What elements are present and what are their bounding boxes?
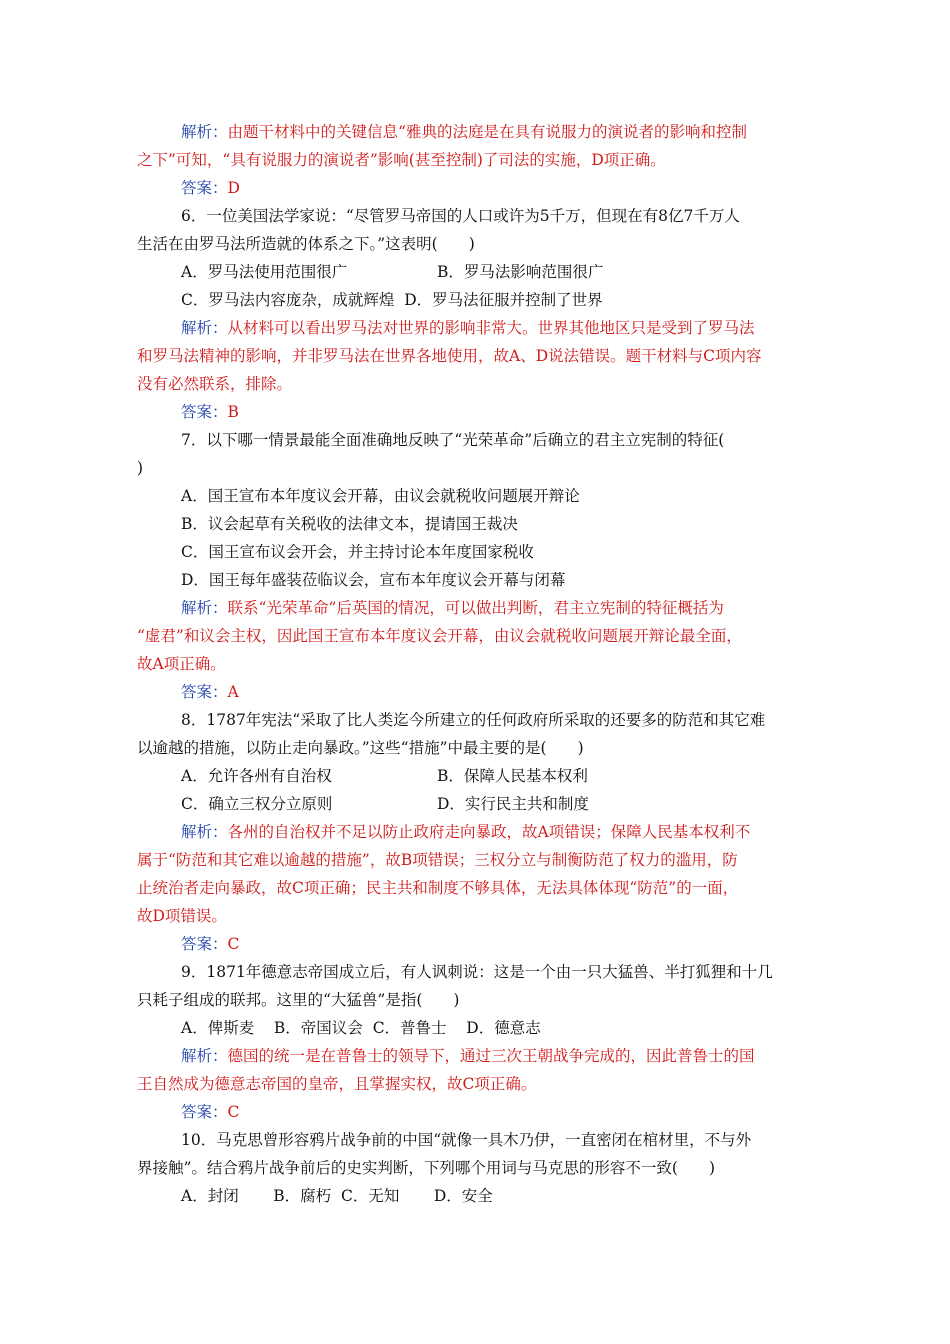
analysis-line (137, 902, 817, 930)
analysis-text: 王自然成为德意志帝国的皇帝，且掌握实权，故C项正确。 (137, 1075, 537, 1093)
analysis-label: 解析： (181, 599, 228, 617)
analysis-text: 之下”可知，“具有说服力的演说者”影响(甚至控制)了司法的实施，D项正确。 (137, 151, 666, 169)
document-page (137, 118, 817, 1210)
question-stem: 6．一位美国法学家说：“尽管罗马帝国的人口或许为5千万，但现在有8亿7千万人 (181, 207, 740, 225)
analysis-line (137, 342, 817, 370)
option-b: B．议会起草有关税收的法律文本，提请国王裁决 (181, 515, 518, 533)
analysis-label: 解析： (181, 319, 228, 337)
option-c: C．无知 (340, 1187, 400, 1205)
option-d: D．国王每年盛装莅临议会，宣布本年度议会开幕与闭幕 (181, 571, 566, 589)
analysis-line (137, 118, 817, 146)
question-stem: 7．以下哪一情景最能全面准确地反映了“光荣革命”后确立的君主立宪制的特征( (181, 431, 725, 449)
question-stem: 界接触”。结合鸦片战争前后的史实判断，下列哪个用词与马克思的形容不一致( ) (137, 1159, 716, 1177)
analysis-text: 属于“防范和其它难以逾越的措施”，故B项错误；三权分立与制衡防范了权力的滥用，防 (137, 851, 738, 869)
answer-line (137, 174, 817, 202)
option-b: B．腐朽 (273, 1187, 332, 1205)
question-stem: 10．马克思曾形容鸦片战争前的中国“就像一具木乃伊，一直密闭在棺材里，不与外 (181, 1131, 752, 1149)
analysis-text: 德国的统一是在普鲁士的领导下，通过三次王朝战争完成的，因此普鲁士的国 (227, 1047, 755, 1065)
analysis-text: 联系“光荣革命”后英国的情况，可以做出判断，君主立宪制的特征概括为 (227, 599, 724, 617)
option-d: D．安全 (433, 1187, 493, 1205)
option-a: A．允许各州有自治权 (181, 767, 332, 785)
answer-line (137, 930, 817, 958)
analysis-label: 解析： (181, 123, 228, 141)
option-row (137, 762, 817, 790)
option-row (137, 1014, 817, 1042)
analysis-line (137, 146, 817, 174)
option-row (137, 286, 817, 314)
option-c: C．罗马法内容庞杂，成就辉煌 (181, 291, 395, 309)
question-stem: 9．1871年德意志帝国成立后，有人讽刺说：这是一个由一只大猛兽、半打狐狸和十几 (181, 963, 773, 981)
option-b: B．罗马法影响范围很广 (437, 263, 604, 281)
option-a: A．罗马法使用范围很广 (181, 263, 348, 281)
question-stem: 生活在由罗马法所造就的体系之下。”这表明( ) (137, 235, 475, 253)
analysis-line (137, 1070, 817, 1098)
analysis-line (137, 650, 817, 678)
option-a: A．俾斯麦 (181, 1019, 255, 1037)
answer-value: B (227, 403, 239, 421)
answer-label: 答案： (181, 403, 228, 421)
analysis-text: 各州的自治权并不足以防止政府走向暴政，故A项错误；保障人民基本权利不 (227, 823, 751, 841)
analysis-text: 故A项正确。 (137, 655, 226, 673)
analysis-line (137, 846, 817, 874)
option-a: A．国王宣布本年度议会开幕，由议会就税收问题展开辩论 (181, 487, 580, 505)
analysis-text: 没有必然联系，排除。 (137, 375, 293, 393)
question-stem: 只耗子组成的联邦。这里的“大猛兽”是指( ) (137, 991, 460, 1009)
analysis-text: “虚君”和议会主权，因此国王宣布本年度议会开幕，由议会就税收问题展开辩论最全面， (137, 627, 742, 645)
question-stem: 8．1787年宪法“采取了比人类迄今所建立的任何政府所采取的还要多的防范和其它难 (181, 711, 766, 729)
option-d: D．德意志 (466, 1019, 541, 1037)
analysis-label: 解析： (181, 1047, 228, 1065)
answer-label: 答案： (181, 1103, 228, 1121)
analysis-text: 由题干材料中的关键信息“雅典的法庭是在具有说服力的演说者的影响和控制 (227, 123, 747, 141)
answer-value: C (227, 1103, 240, 1121)
answer-value: D (227, 179, 240, 197)
answer-line (137, 398, 817, 426)
answer-label: 答案： (181, 179, 228, 197)
option-row (137, 258, 817, 286)
analysis-line (137, 594, 817, 622)
option-c: C．确立三权分立原则 (181, 795, 333, 813)
analysis-text: 和罗马法精神的影响，并非罗马法在世界各地使用，故A、D说法错误。题干材料与C项内容 (137, 347, 762, 365)
option-d: D．罗马法征服并控制了世界 (404, 291, 603, 309)
analysis-line (137, 874, 817, 902)
option-c: C．国王宣布议会开会，并主持讨论本年度国家税收 (181, 543, 534, 561)
question-stem: 以逾越的措施，以防止走向暴政。”这些“措施”中最主要的是( ) (137, 739, 584, 757)
option-row (137, 790, 817, 818)
answer-label: 答案： (181, 683, 228, 701)
option-a: A．封闭 (181, 1187, 239, 1205)
option-d: D．实行民主共和制度 (437, 795, 589, 813)
option-b: B．帝国议会 (273, 1019, 363, 1037)
answer-label: 答案： (181, 935, 228, 953)
analysis-text: 故D项错误。 (137, 907, 227, 925)
analysis-line (137, 622, 817, 650)
analysis-line (137, 370, 817, 398)
analysis-line (137, 818, 817, 846)
option-row (137, 1182, 817, 1210)
answer-line (137, 678, 817, 706)
answer-value: A (227, 683, 239, 701)
option-b: B．保障人民基本权利 (437, 767, 588, 785)
analysis-text: 从材料可以看出罗马法对世界的影响非常大。世界其他地区只是受到了罗马法 (227, 319, 755, 337)
option-c: C．普鲁士 (372, 1019, 447, 1037)
analysis-line (137, 314, 817, 342)
analysis-line (137, 1042, 817, 1070)
analysis-text: 止统治者走向暴政，故C项正确；民主共和制度不够具体，无法具体体现“防范”的一面， (137, 879, 739, 897)
answer-line (137, 1098, 817, 1126)
question-stem: ) (137, 459, 144, 477)
analysis-label: 解析： (181, 823, 228, 841)
answer-value: C (227, 935, 240, 953)
